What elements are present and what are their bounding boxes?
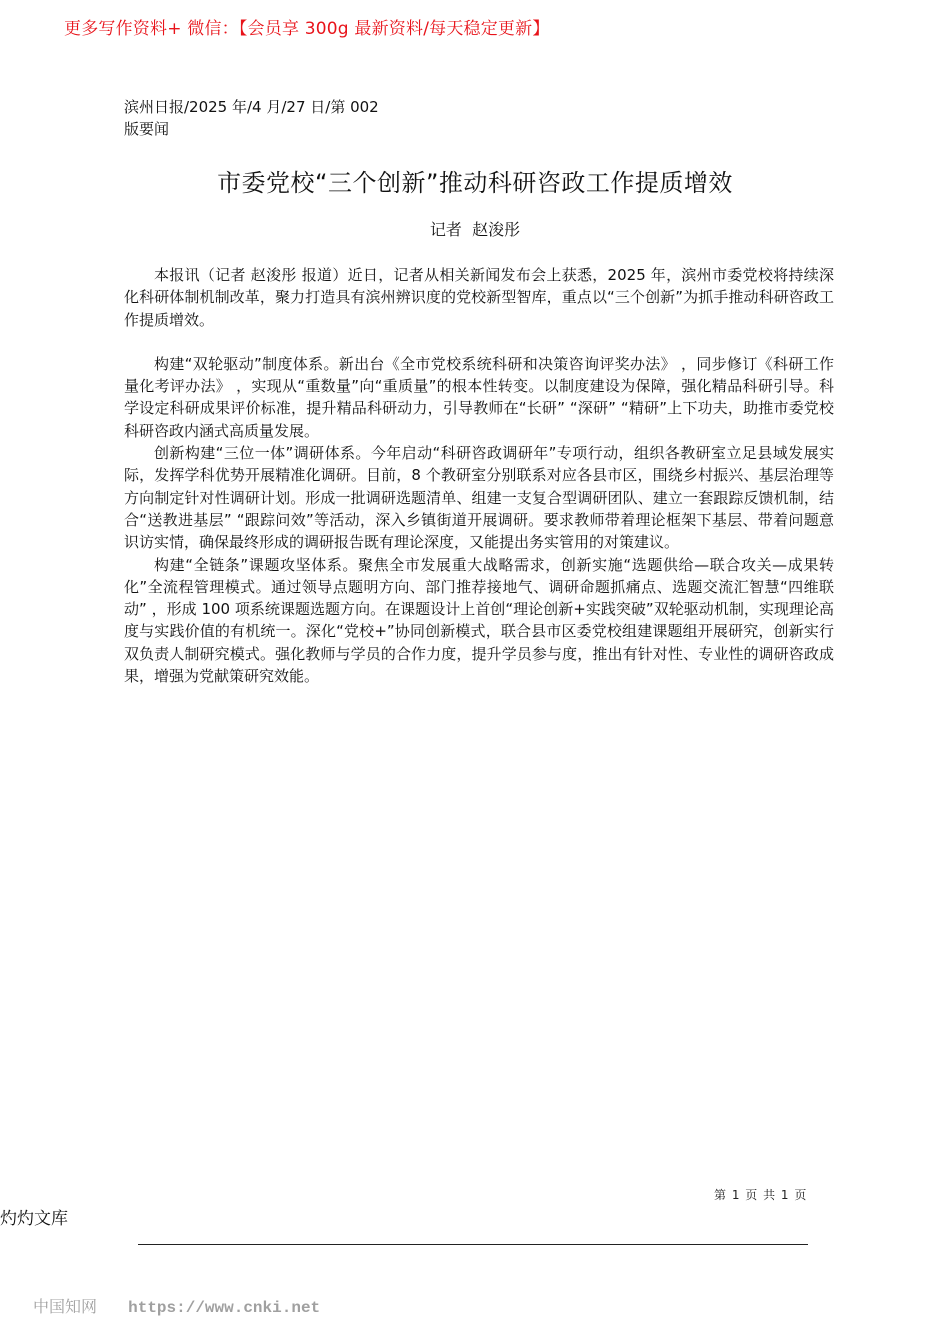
article-title: 市委党校“三个创新”推动科研咨政工作提质增效 bbox=[217, 169, 733, 197]
footer-divider bbox=[138, 1244, 808, 1245]
paragraph-research-system: 创新构建“三位一体”调研体系。今年启动“科研咨政调研年”专项行动，组织各教研室立足县域发展实际，发挥学科优势开展精准化调研。目前，8 个教研室分别联系对应各县市区，围绕乡村振兴、基层治理等方向制定针对性调研计划。形成一批调研选题清单、组建一支复合型调研团队、建立一套跟踪反馈机制，结合“送教进基层” “跟踪问效”等活动，深入乡镇街道开展调研。要求教师带着理论框架下基层、带着问题意识访实情，确保最终形成的调研报告既有理论深度，又能提出务实管用的对策建议。 bbox=[124, 444, 834, 552]
article-body bbox=[124, 264, 834, 687]
cnki-name: 中国知网 bbox=[33, 1297, 98, 1316]
paragraph-institution-system: 构建“双轮驱动”制度体系。新出台《全市党校系统科研和决策咨询评奖办法》 ，同步修订《科研工作量化考评办法》 ，实现从“重数量”向“重质量”的根本性转变。以制度建设为保障，强化精品科研引导。科学设定科研成果评价标准，提升精品科研动力，引导教师在“长研” “深研” “精研”上下功夫，助推市委党校科研咨政内涵式高质量发展。 bbox=[124, 354, 834, 440]
source-info bbox=[124, 96, 379, 140]
promo-banner: 更多写作资料+ 微信：【会员享 300g 最新资料/每天稳定更新】 bbox=[64, 19, 550, 39]
cnki-watermark bbox=[33, 1294, 320, 1317]
cnki-url-link[interactable]: https://www.cnki.net bbox=[128, 1299, 321, 1317]
paragraph-lead: 本报讯（记者 赵浚彤 报道）近日，记者从相关新闻发布会上获悉，2025 年，滨州市委党校将持续深化科研体制机制改革，聚力打造具有滨州辨识度的党校新型智库，重点以“三个创新”为抓手推动科研咨政工作提质增效。 bbox=[124, 266, 834, 329]
source-line-2: 版要闻 bbox=[124, 120, 170, 138]
paragraph-project-system: 构建“全链条”课题攻坚体系。聚焦全市发展重大战略需求，创新实施“选题供给—联合攻关—成果转化”全流程管理模式。通过领导点题明方向、部门推荐接地气、调研命题抓痛点、选题交流汇智慧“四维联动” ，形成 100 项系统课题选题方向。在课题设计上首创“理论创新+实践突破”双轮驱动机制，实现理论高度与实践价值的有机统一。深化“党校+”协同创新模式，联合县市区委党校组建课题组开展研究，创新实行双负责人制研究模式。强化教师与学员的合作力度，提升学员参与度，推出有针对性、专业性的调研咨政成果，增强为党献策研究效能。 bbox=[124, 555, 834, 686]
byline: 记者 赵浚彤 bbox=[429, 220, 521, 239]
library-label: 灼灼文库 bbox=[0, 1209, 68, 1229]
page-number: 第 1 页 共 1 页 bbox=[714, 1188, 808, 1202]
source-line-1: 滨州日报/2025 年/4 月/27 日/第 002 bbox=[124, 98, 379, 116]
